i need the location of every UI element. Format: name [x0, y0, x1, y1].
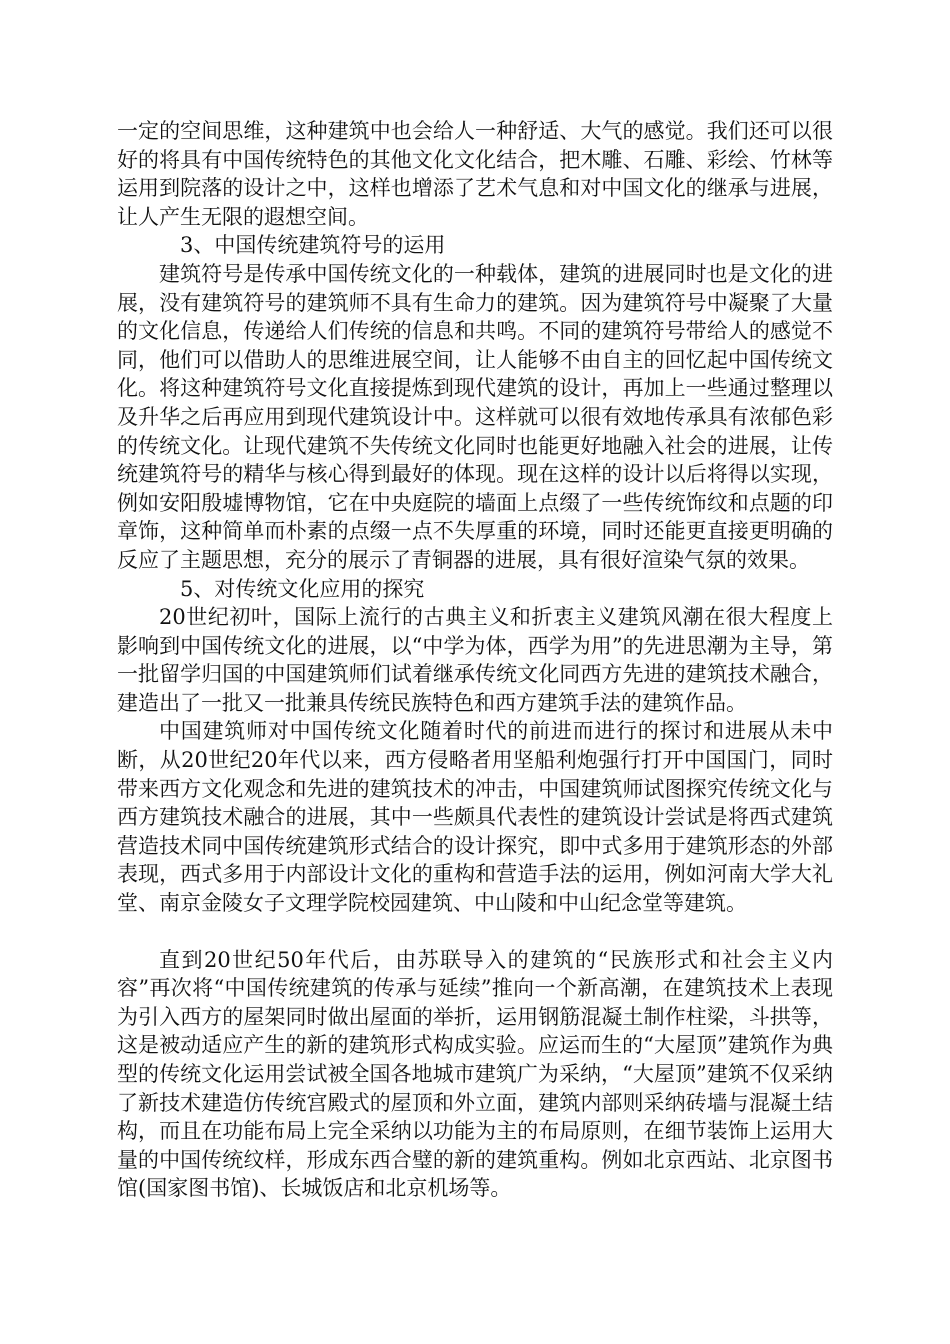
paragraph-building-symbols: 建筑符号是传承中国传统文化的一种载体，建筑的进展同时也是文化的进展，没有建筑符号的建筑师不具有生命力的建筑。因为建筑符号中凝聚了大量的文化信息，传递给人们传统的信息和共鸣。不同的建筑符号带给人的感觉不同，他们可以借助人的思维进展空间，让人能够不由自主的回忆起中国传统文化。将这种建筑符号文化直接提炼到现代建筑的设计，再加上一些通过整理以及升华之后再应用到现代建筑设计中。这样就可以很有效地传承具有浓郁色彩的传统文化。让现代建筑不失传统文化同时也能更好地融入社会的进展，让传统建筑符号的精华与核心得到最好的体现。现在这样的设计以后将得以实现，例如安阳殷墟博物馆，它在中央庭院的墙面上点缀了一些传统饰纹和点题的印章饰，这种简单而朴素的点缀一点不失厚重的环境，同时还能更直接更明确的反应了主题思想，充分的展示了青铜器的进展，具有很好渲染气氛的效果。 — [117, 261, 833, 572]
document-body — [117, 117, 833, 1203]
paragraph-spacer — [117, 918, 833, 946]
section-heading-5: 5、对传统文化应用的探究 — [180, 576, 425, 601]
paragraph-chinese-architects: 中国建筑师对中国传统文化随着时代的前进而进行的探讨和进展从未中断，从20世纪20年代以来，西方侵略者用坚船利炮强行打开中国国门，同时带来西方文化观念和先进的建筑技术的冲击，中国建筑师试图探究传统文化与西方建筑技术融合的进展，其中一些颇具代表性的建筑设计尝试是将西式建筑营造技术同中国传统建筑形式结合的设计探究，即中式多用于建筑形态的外部表现，西式多用于内部设计文化的重构和营造手法的运用，例如河南大学大礼堂、南京金陵女子文理学院校园建筑、中山陵和中山纪念堂等建筑。 — [117, 719, 833, 916]
paragraph-1950s: 直到20世纪50年代后，由苏联导入的建筑的“民族形式和社会主义内容”再次将“中国传统建筑的传承与延续”推向一个新高潮，在建筑技术上表现为引入西方的屋架同时做出屋面的举折，运用钢筋混凝土制作柱梁，斗拱等，这是被动适应产生的新的建筑形式构成实验。应运而生的“大屋顶”建筑作为典型的传统文化运用尝试被全国各地城市建筑广为采纳，“大屋顶”建筑不仅采纳了新技术建造仿传统宫殿式的屋顶和外立面，建筑内部则采纳砖墙与混凝土结构，而且在功能布局上完全采纳以功能为主的布局原则，在细节装饰上运用大量的中国传统纹样，形成东西合璧的新的建筑重构。例如北京西站、北京图书馆(国家图书馆)、长城饭店和北京机场等。 — [117, 947, 833, 1201]
section-heading-3: 3、中国传统建筑符号的运用 — [180, 233, 446, 258]
paragraph-early-20th-century: 20世纪初叶，国际上流行的古典主义和折衷主义建筑风潮在很大程度上影响到中国传统文化的进展，以“中学为体，西学为用”的先进思潮为主导，第一批留学归国的中国建筑师们试着继承传统文化同西方先进的建筑技术融合，建造出了一批又一批兼具传统民族特色和西方建筑手法的建筑作品。 — [117, 605, 833, 715]
paragraph-continued: 一定的空间思维，这种建筑中也会给人一种舒适、大气的感觉。我们还可以很好的将具有中国传统特色的其他文化文化结合，把木雕、石雕、彩绘、竹林等运用到院落的设计之中，这样也增添了艺术气息和对中国文化的继承与进展，让人产生无限的遐想空间。 — [117, 119, 833, 229]
